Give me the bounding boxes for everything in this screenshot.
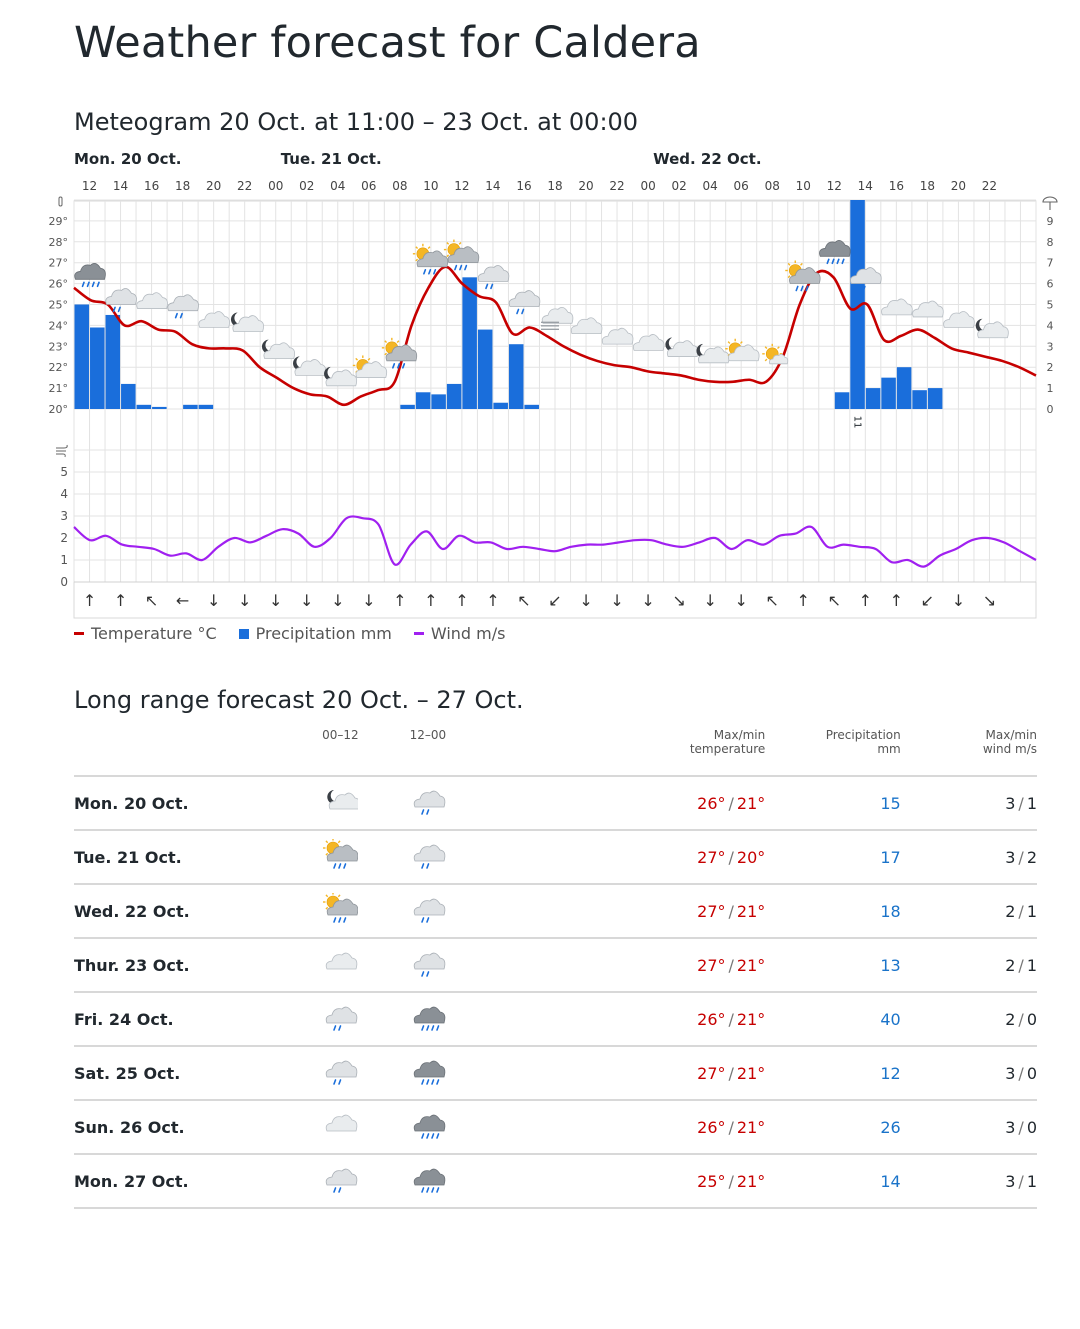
sunrain-glyph: [323, 893, 358, 922]
temperature-tick-label: 29°: [48, 214, 68, 228]
precipitation-bar: [137, 405, 152, 409]
table-row: [74, 1154, 1037, 1208]
cloud-glyph: [326, 953, 357, 969]
rain-icon: [322, 1001, 358, 1037]
meteogram-chart: [0, 140, 1080, 620]
wind-tick-label: 5: [60, 465, 68, 479]
max-temperature: 26°: [697, 1009, 726, 1029]
rain-glyph: [414, 791, 445, 814]
symbol-12-00: [410, 830, 498, 884]
moon-glyph: [327, 790, 358, 809]
hour-tick-label: 22: [237, 179, 253, 193]
moon-icon: [322, 785, 358, 821]
min-wind: 0: [1026, 1063, 1037, 1083]
min-wind: 1: [1026, 1171, 1037, 1191]
precipitation-bar: [462, 277, 477, 409]
table-row: [74, 1046, 1037, 1100]
day-label: Wed. 22 Oct.: [74, 884, 322, 938]
table-row: [74, 938, 1037, 992]
precipitation-value: 12: [771, 1046, 900, 1100]
hour-tick-label: 02: [299, 179, 315, 193]
hour-tick-label: 06: [361, 179, 377, 193]
rain-icon: [410, 839, 446, 875]
header-00-12: [322, 722, 410, 776]
wind-direction-arrow: ↖: [517, 591, 531, 610]
legend-wind: [414, 624, 506, 643]
wind-tick-label: 3: [60, 509, 68, 523]
max-wind: 3: [1005, 847, 1016, 867]
day-label: Mon. 27 Oct.: [74, 1154, 322, 1208]
heavyrain-icon: [410, 1109, 446, 1145]
hour-tick-label: 12: [81, 179, 98, 193]
wind-direction-arrow: ↓: [300, 591, 314, 610]
legend-temperature: [74, 624, 217, 643]
precipitation-value: 40: [771, 992, 900, 1046]
header-precipitation: Precipitation mm: [825, 728, 901, 756]
wind-direction-arrow: ↓: [331, 591, 345, 610]
min-wind: 0: [1026, 1117, 1037, 1137]
temperature-cell: 27° / 21°: [497, 1046, 771, 1100]
legend-temperature-label: Temperature °C: [91, 624, 217, 643]
wind-direction-arrow: ↖: [144, 591, 159, 610]
precipitation-bar: [431, 394, 446, 409]
min-wind: 2: [1026, 847, 1037, 867]
hour-tick-label: 04: [330, 179, 346, 193]
rain-icon: [410, 947, 446, 983]
precipitation-tick-label: 5: [1046, 298, 1054, 312]
rain-icon: [322, 1055, 358, 1091]
table-row: [74, 992, 1037, 1046]
wind-cell: 3 / 1: [901, 1154, 1037, 1208]
rain-icon: [410, 893, 446, 929]
day-label: Fri. 24 Oct.: [74, 992, 322, 1046]
min-temperature: 21°: [736, 955, 766, 975]
table-row: [74, 884, 1037, 938]
wind-direction-arrow: ↑: [82, 591, 97, 610]
heavyrain-glyph: [414, 1169, 445, 1192]
wind-direction-arrow: ↓: [237, 591, 252, 610]
thermometer-icon: [59, 197, 62, 206]
hour-tick-label: 20: [206, 179, 222, 193]
heavyrain-glyph: [414, 1115, 445, 1138]
hour-tick-label: 08: [392, 179, 408, 193]
wind-direction-arrow: ↑: [113, 591, 128, 610]
max-temperature: 26°: [697, 1117, 726, 1137]
wind-cell: 3 / 1: [901, 776, 1037, 830]
symbol-00-12: [322, 1100, 410, 1154]
temperature-tick-label: 22°: [48, 361, 68, 375]
symbol-12-00: [410, 938, 498, 992]
precipitation-value: 13: [771, 938, 900, 992]
precipitation-bar: [835, 392, 850, 409]
min-wind: 1: [1026, 901, 1037, 921]
hour-tick-label: 12: [826, 179, 842, 193]
wind-direction-arrow: ↘: [982, 591, 997, 610]
max-temperature: 25°: [697, 1171, 726, 1191]
hour-tick-label: 02: [671, 179, 687, 193]
page-title: Weather forecast for Caldera: [74, 18, 701, 68]
day-label: Tue. 21 Oct.: [280, 150, 382, 168]
wind-cell: 2 / 1: [901, 938, 1037, 992]
hour-tick-label: 18: [547, 179, 563, 193]
max-temperature: 27°: [697, 955, 726, 975]
max-wind: 2: [1005, 901, 1016, 921]
temperature-tick-label: 28°: [48, 235, 68, 249]
precipitation-value: 14: [771, 1154, 900, 1208]
max-wind: 3: [1005, 1117, 1016, 1137]
wind-direction-arrow: ↖: [827, 591, 841, 610]
temperature-cell: 26° / 21°: [497, 992, 771, 1046]
heavyrain-glyph: [414, 1061, 445, 1084]
hour-tick-label: 14: [112, 179, 129, 193]
heavyrain-glyph: [414, 1007, 445, 1030]
cloud-icon: [322, 1109, 358, 1145]
min-temperature: 21°: [736, 901, 766, 921]
precipitation-bar: [400, 405, 415, 409]
hour-tick-label: 16: [516, 179, 532, 193]
temperature-tick-label: 27°: [48, 256, 68, 270]
max-wind: 3: [1005, 1171, 1016, 1191]
wind-cell: 3 / 0: [901, 1046, 1037, 1100]
max-wind: 2: [1005, 955, 1016, 975]
hour-tick-label: 00: [640, 179, 656, 193]
wind-direction-arrow: ↖: [765, 591, 779, 610]
wind-tick-label: 0: [60, 575, 68, 589]
precipitation-bar: [524, 405, 539, 409]
wind-direction-arrow: ↑: [858, 591, 873, 610]
heavyrain-icon: [410, 1055, 446, 1091]
sunrain-icon: [322, 893, 358, 929]
min-temperature: 21°: [736, 1171, 766, 1191]
wind-direction-arrow: ↙: [920, 591, 935, 610]
rain-glyph: [414, 899, 445, 922]
temperature-cell: 26° / 21°: [497, 1100, 771, 1154]
legend-precipitation: [239, 624, 392, 643]
max-temperature: 27°: [697, 901, 726, 921]
wind-direction-arrow: ↑: [424, 591, 438, 610]
temperature-tick-label: 24°: [48, 319, 68, 333]
hour-tick-label: 16: [143, 179, 160, 193]
symbol-12-00: [410, 1154, 498, 1208]
hour-tick-label: 04: [702, 179, 718, 193]
min-wind: 1: [1026, 955, 1037, 975]
day-label: Mon. 20 Oct.: [74, 150, 182, 168]
min-temperature: 20°: [736, 847, 766, 867]
precipitation-value: 15: [771, 776, 900, 830]
hour-tick-label: 22: [609, 179, 625, 193]
sunrain-icon: [322, 839, 358, 875]
rain-icon: [410, 785, 446, 821]
precipitation-tick-label: 8: [1046, 235, 1054, 249]
umbrella-icon: [1043, 197, 1057, 210]
precipitation-tick-label: 6: [1046, 277, 1054, 291]
temperature-tick-label: 21°: [48, 382, 68, 396]
wind-direction-arrow: ↑: [889, 591, 904, 610]
wind-direction-arrow: ↓: [703, 591, 717, 610]
symbol-12-00: [410, 1046, 498, 1100]
rain-glyph: [414, 845, 445, 868]
precipitation-bar: [866, 388, 881, 409]
wind-direction-arrow: ↓: [951, 591, 966, 610]
wind-direction-arrow: ↓: [641, 591, 655, 610]
temperature-cell: 25° / 21°: [497, 1154, 771, 1208]
day-label: Tue. 21 Oct.: [74, 830, 322, 884]
precipitation-tick-label: 9: [1046, 214, 1054, 228]
hour-tick-label: 20: [578, 179, 594, 193]
day-label: Mon. 20 Oct.: [74, 776, 322, 830]
temperature-tick-label: 26°: [48, 277, 68, 291]
header-12-00-label: 12–00: [409, 728, 447, 742]
symbol-00-12: [322, 938, 410, 992]
min-wind: 1: [1026, 793, 1037, 813]
symbol-12-00: [410, 884, 498, 938]
hour-tick-label: 14: [857, 179, 873, 193]
precipitation-bar: [416, 392, 431, 409]
temperature-tick-label: 20°: [48, 403, 68, 416]
wind-direction-arrow: ↓: [362, 591, 376, 610]
precipitation-tick-label: 1: [1046, 382, 1054, 396]
symbol-00-12: [322, 884, 410, 938]
rain-glyph: [414, 953, 445, 976]
hour-tick-label: 00: [268, 179, 284, 193]
precipitation-value: 17: [771, 830, 900, 884]
wind-cell: 2 / 0: [901, 992, 1037, 1046]
header-temperature: Max/min temperature: [689, 728, 766, 756]
table-row: [74, 830, 1037, 884]
precipitation-bar: [928, 388, 943, 409]
wind-direction-arrow: ↙: [548, 591, 562, 610]
precipitation-bar: [912, 390, 927, 409]
hour-tick-label: 10: [795, 179, 811, 193]
rain-icon: [322, 1163, 358, 1199]
hour-tick-label: 10: [423, 179, 439, 193]
symbol-00-12: [322, 776, 410, 830]
hour-tick-label: 16: [888, 179, 904, 193]
long-range-table: [74, 722, 1037, 1209]
temperature-cell: 27° / 20°: [497, 830, 771, 884]
precipitation-max-label: 11: [851, 415, 863, 429]
wind-direction-arrow: ↑: [796, 591, 810, 610]
max-wind: 3: [1005, 1063, 1016, 1083]
wind-direction-arrow: ←: [175, 591, 190, 610]
meteogram-title: Meteogram 20 Oct. at 11:00 – 23 Oct. at 00:00: [74, 108, 639, 136]
min-temperature: 21°: [736, 793, 766, 813]
hour-tick-label: 18: [174, 179, 191, 193]
legend-precipitation-swatch: [239, 629, 249, 639]
heavyrain-icon: [410, 1001, 446, 1037]
table-row: [74, 1100, 1037, 1154]
precipitation-bar: [90, 327, 105, 409]
max-temperature: 27°: [697, 1063, 726, 1083]
wind-tick-label: 2: [60, 531, 68, 545]
wind-direction-arrow: ↑: [393, 591, 407, 610]
hour-tick-label: 14: [485, 179, 501, 193]
temperature-cell: 26° / 21°: [497, 776, 771, 830]
cloud-icon: [322, 947, 358, 983]
precipitation-tick-label: 2: [1046, 361, 1054, 375]
max-wind: 2: [1005, 1009, 1016, 1029]
precipitation-bar: [478, 330, 493, 409]
precipitation-value: 18: [771, 884, 900, 938]
legend-precipitation-label: Precipitation mm: [255, 624, 392, 643]
wind-direction-arrow: ↓: [206, 591, 221, 610]
header-wind: Max/min wind m/s: [982, 728, 1037, 756]
wind-icon: [56, 445, 67, 457]
wind-direction-arrow: ↓: [269, 591, 283, 610]
legend-temperature-swatch: [74, 632, 84, 635]
wind-direction-arrow: ↑: [486, 591, 500, 610]
precipitation-bar: [106, 315, 121, 409]
min-temperature: 21°: [736, 1063, 766, 1083]
precipitation-bar: [897, 367, 912, 409]
max-wind: 3: [1005, 793, 1016, 813]
min-temperature: 21°: [736, 1117, 766, 1137]
symbol-00-12: [322, 830, 410, 884]
min-wind: 0: [1026, 1009, 1037, 1029]
day-label: Sat. 25 Oct.: [74, 1046, 322, 1100]
hour-tick-label: 08: [764, 179, 780, 193]
max-temperature: 27°: [697, 847, 726, 867]
precipitation-tick-label: 4: [1046, 319, 1054, 333]
hour-tick-label: 12: [454, 179, 470, 193]
long-range-title: Long range forecast 20 Oct. – 27 Oct.: [74, 686, 524, 714]
min-temperature: 21°: [736, 1009, 766, 1029]
precipitation-bar: [183, 405, 198, 409]
precipitation-bar: [447, 384, 462, 409]
wind-direction-arrow: ↓: [579, 591, 593, 610]
legend-wind-label: Wind m/s: [430, 624, 506, 643]
meteogram-legend: [74, 624, 505, 643]
precipitation-bar: [493, 403, 508, 409]
precipitation-bar: [152, 407, 167, 409]
precipitation-value: 26: [771, 1100, 900, 1154]
hour-tick-label: 06: [733, 179, 749, 193]
day-label: Wed. 22 Oct.: [653, 150, 762, 168]
header-12-00: [410, 722, 498, 776]
max-temperature: 26°: [697, 793, 726, 813]
hour-tick-label: 20: [950, 179, 967, 193]
rain-glyph: [326, 1007, 357, 1030]
rain-glyph: [326, 1061, 357, 1084]
symbol-00-12: [322, 992, 410, 1046]
precipitation-bar: [75, 305, 90, 410]
precipitation-tick-label: 0: [1046, 403, 1054, 416]
wind-direction-arrow: ↓: [734, 591, 748, 610]
symbol-00-12: [322, 1154, 410, 1208]
symbol-00-12: [322, 1046, 410, 1100]
wind-cell: 3 / 2: [901, 830, 1037, 884]
legend-wind-swatch: [414, 632, 424, 635]
table-row: [74, 776, 1037, 830]
precipitation-bar: [121, 384, 136, 409]
precipitation-bar: [509, 344, 524, 409]
symbol-12-00: [410, 992, 498, 1046]
temperature-cell: 27° / 21°: [497, 938, 771, 992]
precipitation-tick-label: 3: [1046, 340, 1054, 354]
wind-cell: 2 / 1: [901, 884, 1037, 938]
wind-direction-arrow: ↑: [455, 591, 469, 610]
day-label: Thur. 23 Oct.: [74, 938, 322, 992]
rain-glyph: [326, 1169, 357, 1192]
wind-cell: 3 / 0: [901, 1100, 1037, 1154]
sunrain-glyph: [323, 839, 358, 868]
hour-tick-label: 22: [981, 179, 998, 193]
wind-tick-label: 4: [60, 487, 68, 501]
temperature-tick-label: 25°: [48, 298, 68, 312]
wind-tick-label: 1: [60, 553, 68, 567]
precipitation-bar: [881, 378, 896, 409]
symbol-12-00: [410, 1100, 498, 1154]
cloud-glyph: [326, 1115, 357, 1131]
precipitation-bar: [199, 405, 214, 409]
header-00-12-label: 00–12: [322, 728, 359, 742]
long-range-header: [74, 722, 1037, 776]
day-label: Sun. 26 Oct.: [74, 1100, 322, 1154]
wind-direction-arrow: ↓: [610, 591, 624, 610]
wind-direction-arrow: ↘: [672, 591, 686, 610]
temperature-tick-label: 23°: [48, 340, 68, 354]
symbol-12-00: [410, 776, 498, 830]
header-day: [74, 722, 322, 776]
temperature-cell: 27° / 21°: [497, 884, 771, 938]
precipitation-tick-label: 7: [1046, 256, 1054, 270]
heavyrain-icon: [410, 1163, 446, 1199]
hour-tick-label: 18: [919, 179, 936, 193]
